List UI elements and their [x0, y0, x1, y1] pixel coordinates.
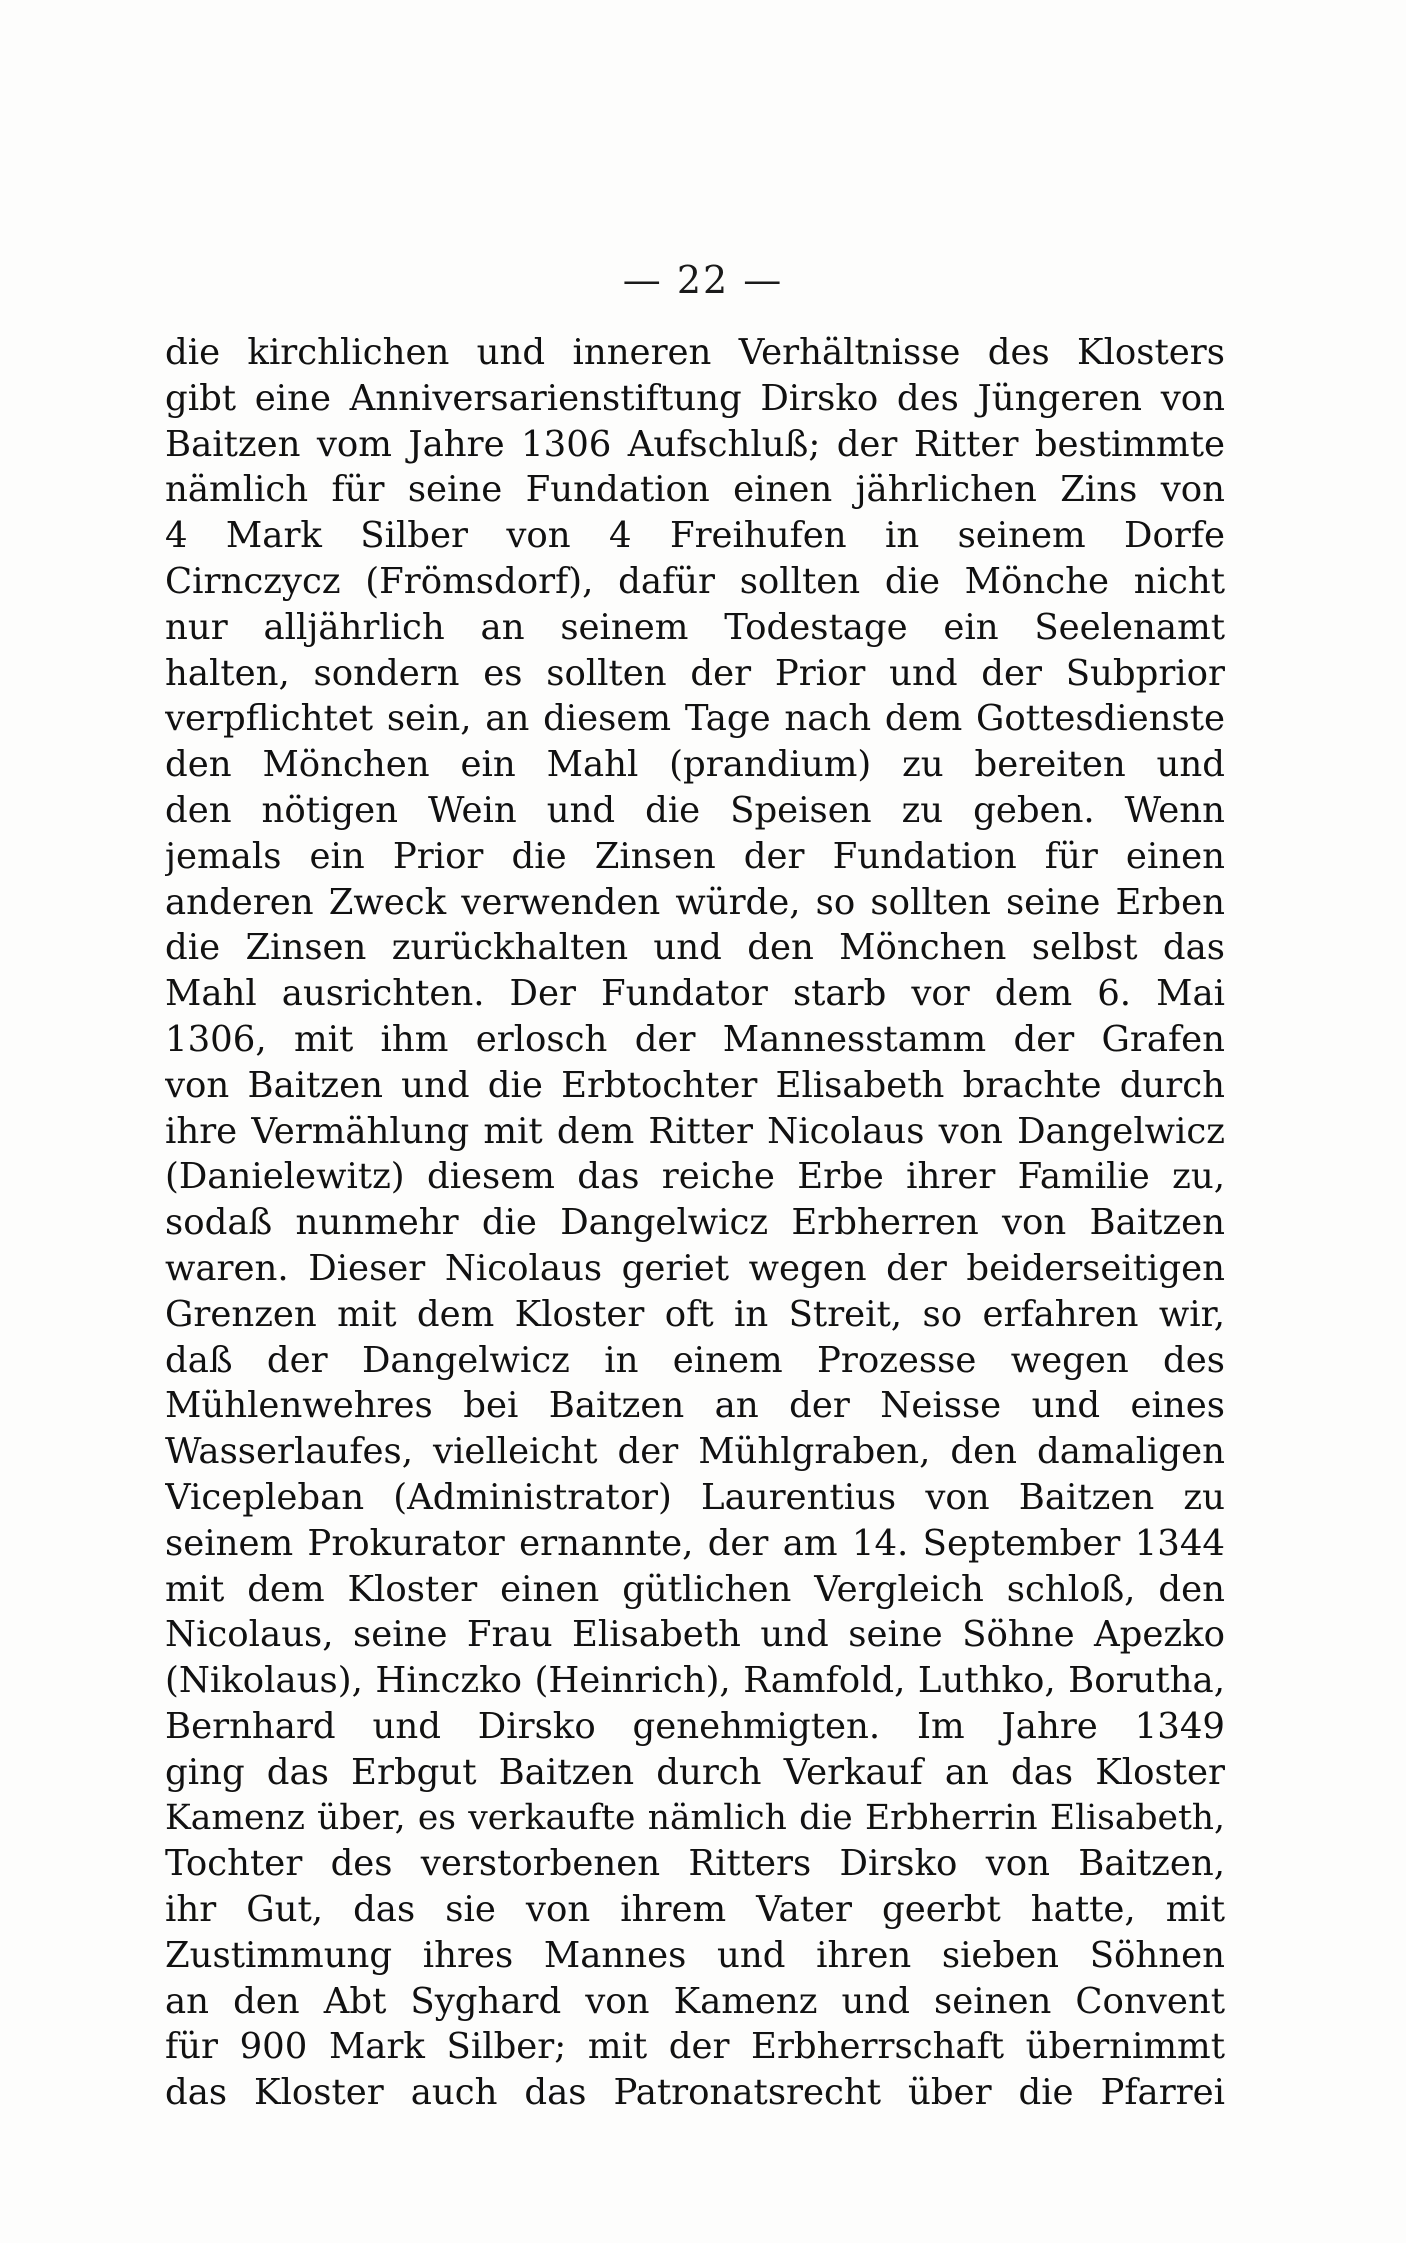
text-line: für 900 Mark Silber; mit der Erbherrschaft übernimmt: [165, 2026, 1225, 2068]
text-line: das Kloster auch das Patronatsrecht über die Pfarrei: [165, 2072, 1225, 2114]
text-line: halten, sondern es sollten der Prior und der Subprior: [165, 652, 1225, 694]
body-text: [165, 330, 1225, 2116]
text-line: Grenzen mit dem Kloster oft in Streit, so erfahren wir,: [165, 1293, 1225, 1335]
text-line: waren. Dieser Nicolaus geriet wegen der beiderseitigen: [165, 1247, 1225, 1289]
text-line: Mühlenwehres bei Baitzen an der Neisse und eines: [165, 1385, 1225, 1427]
text-line: Cirnczycz (Frömsdorf), dafür sollten die Mönche nicht: [165, 560, 1225, 602]
text-line: den nötigen Wein und die Speisen zu geben. Wenn: [165, 789, 1225, 831]
text-line: Zustimmung ihres Mannes und ihren sieben Söhnen: [165, 1934, 1225, 1976]
text-line: verpflichtet sein, an diesem Tage nach dem Gottesdienste: [165, 698, 1225, 740]
text-line: ging das Erbgut Baitzen durch Verkauf an das Kloster: [165, 1751, 1225, 1793]
text-line: von Baitzen und die Erbtochter Elisabeth brachte durch: [165, 1064, 1225, 1106]
text-line: 1306, mit ihm erlosch der Mannesstamm der Grafen: [165, 1018, 1225, 1060]
text-line: (Nikolaus), Hinczko (Heinrich), Ramfold, Luthko, Borutha,: [165, 1660, 1225, 1702]
text-line: nur alljährlich an seinem Todestage ein Seelenamt: [165, 606, 1225, 648]
text-line: 4 Mark Silber von 4 Freihufen in seinem Dorfe: [165, 515, 1225, 557]
text-line: Kamenz über, es verkaufte nämlich die Erbherrin Elisabeth,: [165, 1797, 1225, 1838]
text-line: die kirchlichen und inneren Verhältnisse des Klosters: [165, 332, 1225, 373]
text-line: ihr Gut, das sie von ihrem Vater geerbt hatte, mit: [165, 1889, 1225, 1931]
text-line: Bernhard und Dirsko genehmigten. Im Jahre 1349: [165, 1705, 1225, 1747]
text-line: Nicolaus, seine Frau Elisabeth und seine Söhne Apezko: [165, 1614, 1225, 1656]
text-line: Tochter des verstorbenen Ritters Dirsko von Baitzen,: [165, 1843, 1225, 1885]
page-number: — 22 —: [622, 258, 784, 302]
text-line: mit dem Kloster einen gütlichen Vergleich schloß, den: [165, 1568, 1225, 1610]
text-line: daß der Dangelwicz in einem Prozesse wegen des: [165, 1339, 1225, 1381]
text-line: sodaß nunmehr die Dangelwicz Erbherren von Baitzen: [165, 1202, 1225, 1244]
text-line: ihre Vermählung mit dem Ritter Nicolaus von Dangelwicz: [165, 1110, 1225, 1152]
text-line: Mahl ausrichten. Der Fundator starb vor dem 6. Mai: [165, 973, 1225, 1015]
text-line: nämlich für seine Fundation einen jährlichen Zins von: [165, 469, 1225, 511]
text-line: Baitzen vom Jahre 1306 Aufschluß; der Ritter bestimmte: [165, 423, 1225, 465]
text-line: an den Abt Syghard von Kamenz und seinen Convent: [165, 1980, 1225, 2022]
text-line: jemals ein Prior die Zinsen der Fundation für einen: [165, 835, 1225, 877]
text-line: Vicepleban (Administrator) Laurentius von Baitzen zu: [165, 1476, 1225, 1518]
text-line: anderen Zweck verwenden würde, so sollten seine Erben: [165, 881, 1225, 923]
text-line: gibt eine Anniversarienstiftung Dirsko des Jüngeren von: [165, 377, 1225, 419]
text-line: die Zinsen zurückhalten und den Mönchen selbst das: [165, 927, 1225, 969]
text-line: seinem Prokurator ernannte, der am 14. September 1344: [165, 1522, 1225, 1564]
text-line: (Danielewitz) diesem das reiche Erbe ihrer Familie zu,: [165, 1156, 1225, 1198]
text-line: den Mönchen ein Mahl (prandium) zu bereiten und: [165, 744, 1225, 786]
text-line: Wasserlaufes, vielleicht der Mühlgraben, den damaligen: [165, 1431, 1225, 1473]
